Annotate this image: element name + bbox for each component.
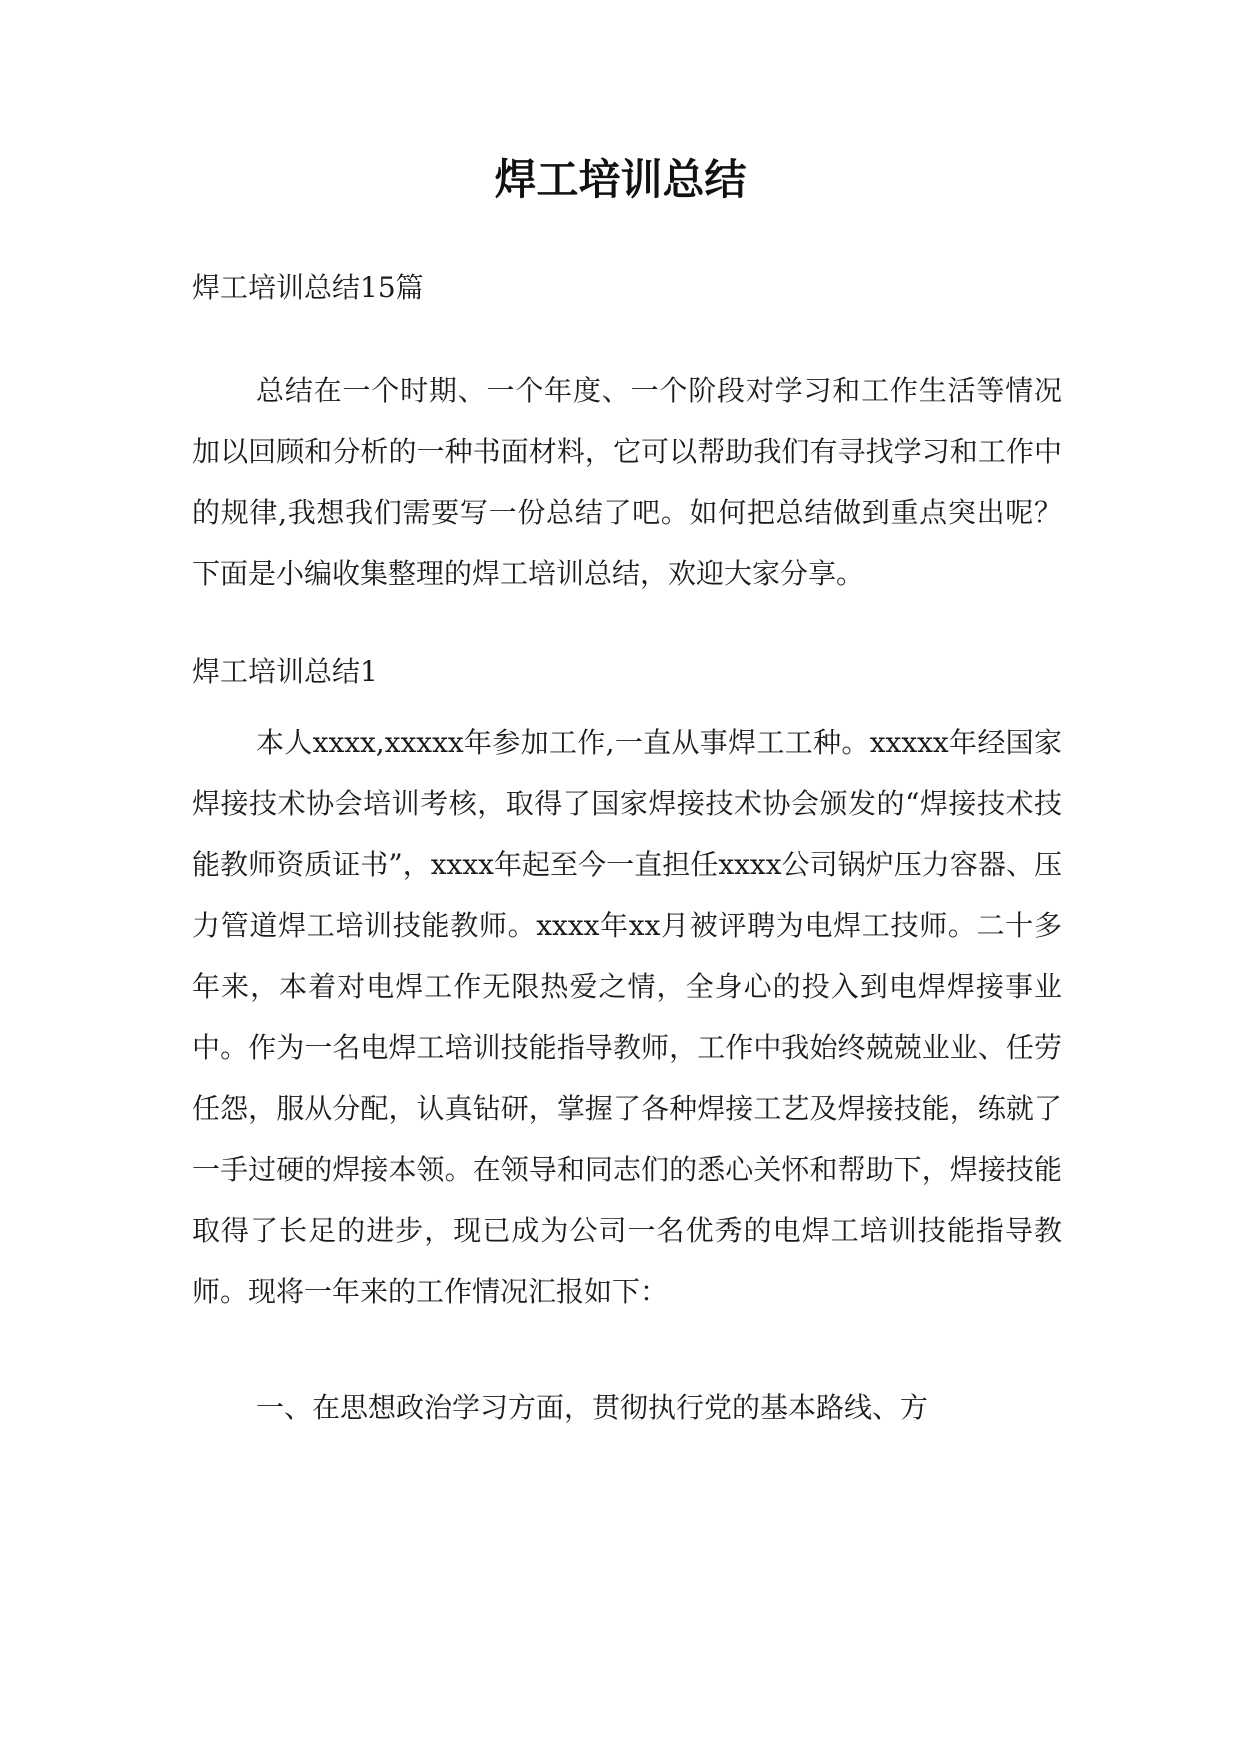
- body-paragraph: 本人xxxx,xxxxx年参加工作,一直从事焊工工种。xxxxx年经国家焊接技术协会培训考核，取得了国家焊接技术协会颁发的“焊接技术技能教师资质证书”，xxxx年起至今一直担任xxxx公司锅炉压力容器、压力管道焊工培训技能教师。xxxx年xx月被评聘为电焊工技师。二十多年来，本着对电焊工作无限热爱之情，全身心的投入到电焊焊接事业中。作为一名电焊工培训技能指导教师，工作中我始终兢兢业业、任劳任怨，服从分配，认真钻研，掌握了各种焊接工艺及焊接技能，练就了一手过硬的焊接本领。在领导和同志们的悉心关怀和帮助下，焊接技能取得了长足的进步，现已成为公司一名优秀的电焊工培训技能指导教师。现将一年来的工作情况汇报如下：: [192, 726, 1062, 1308]
- section-heading: 焊工培训总结1: [192, 655, 378, 688]
- intro-paragraph: 总结在一个时期、一个年度、一个阶段对学习和工作生活等情况加以回顾和分析的一种书面材料，它可以帮助我们有寻找学习和工作中的规律,我想我们需要写一份总结了吧。如何把总结做到重点突出呢？下面是小编收集整理的焊工培训总结，欢迎大家分享。: [192, 374, 1062, 590]
- document-subtitle: 焊工培训总结15篇: [192, 271, 424, 304]
- body-paragraph: 一、在思想政治学习方面，贯彻执行党的基本路线、方: [256, 1391, 929, 1424]
- document-title: 焊工培训总结: [494, 155, 747, 204]
